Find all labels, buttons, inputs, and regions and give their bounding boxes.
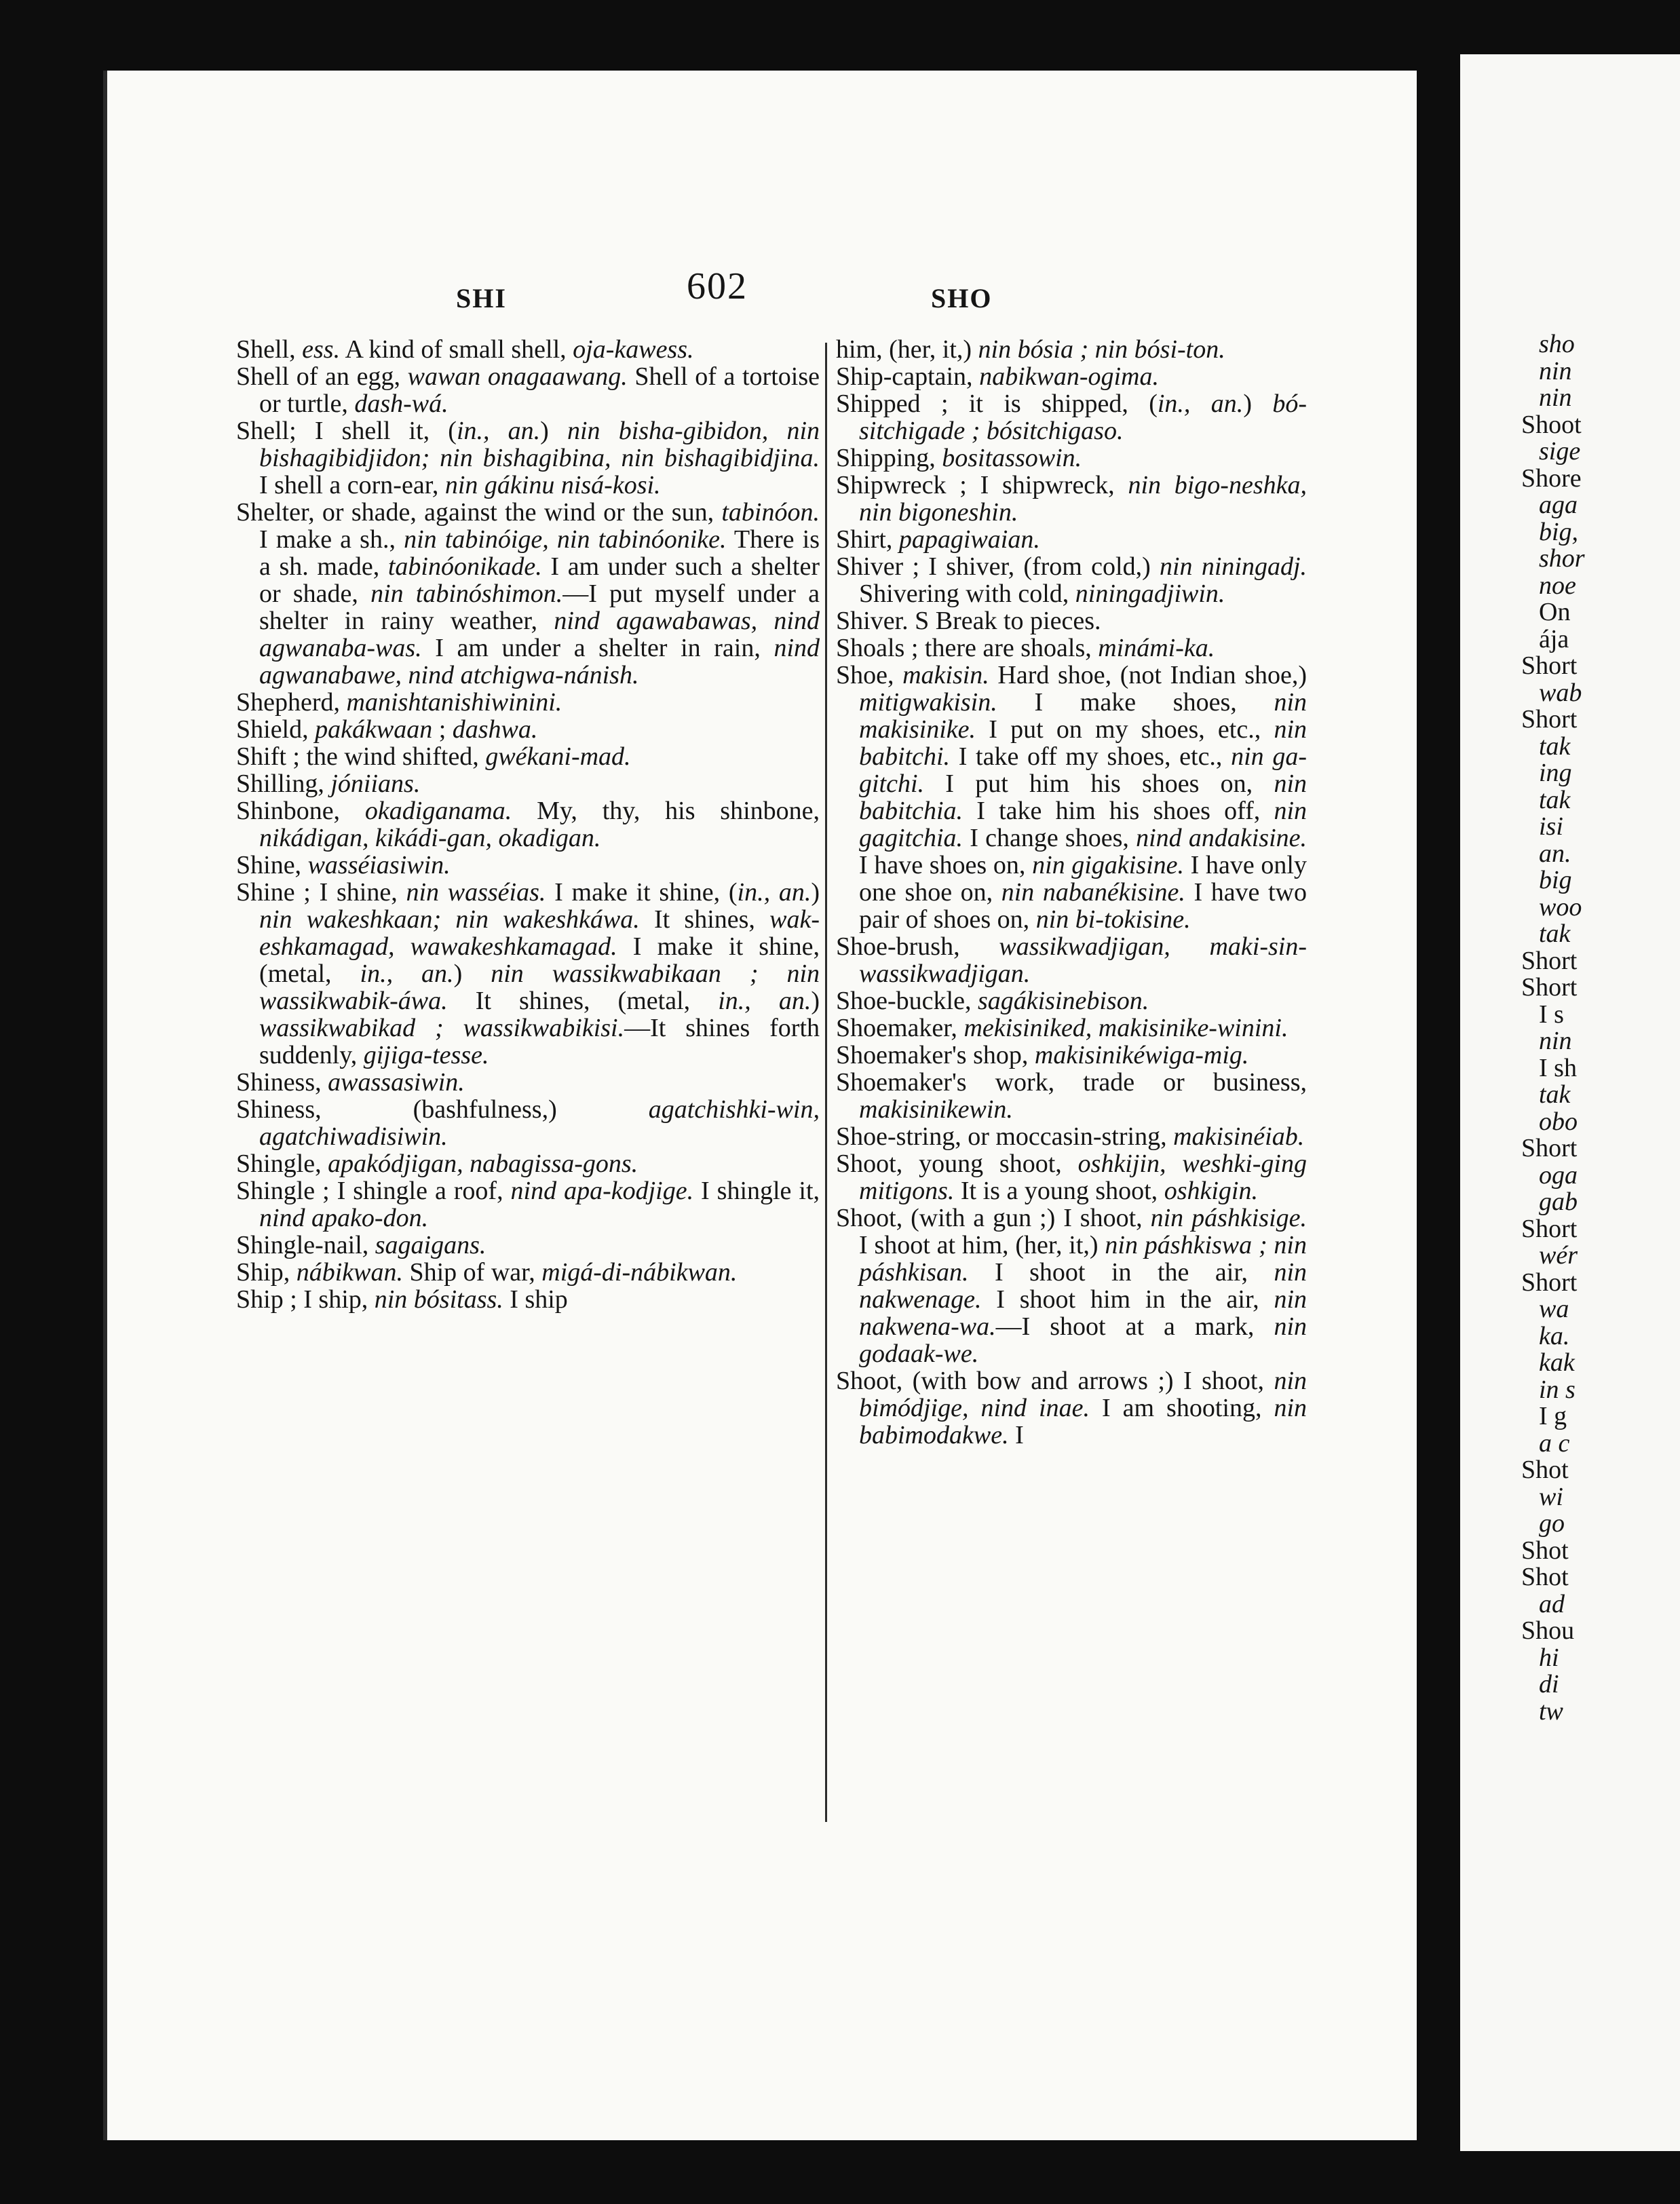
ojibwe-term: nin babitchi. — [859, 715, 1307, 771]
adjacent-fragment: tak — [1539, 1080, 1571, 1109]
entry-text: I make it shine, ( — [546, 878, 738, 907]
dictionary-entry — [236, 852, 820, 879]
ojibwe-term: nin makisinike. — [859, 688, 1307, 744]
adjacent-page-text — [1521, 331, 1680, 1725]
dictionary-entry — [236, 716, 820, 743]
adjacent-fragment: Short — [1521, 1214, 1578, 1243]
ojibwe-term: dashwa. — [452, 715, 538, 744]
adjacent-fragment: hi — [1539, 1643, 1559, 1672]
entry-text: Shinbone, — [236, 797, 365, 825]
entry-text: —It shines forth suddenly, — [259, 1014, 820, 1069]
adjacent-fragment: Shou — [1521, 1616, 1575, 1645]
ojibwe-term: nin bigo-neshka, nin bigoneshin. — [859, 471, 1307, 527]
entry-text: A kind of small shell, — [340, 335, 573, 364]
entry-text: I am under a shelter in rain, — [421, 634, 774, 662]
entry-text: —I shoot at a mark, — [995, 1312, 1274, 1341]
ojibwe-term: jóniians. — [330, 770, 421, 798]
ojibwe-term: nin bósia ; nin bósi-ton. — [978, 335, 1225, 364]
adjacent-fragment: nin — [1539, 356, 1572, 385]
ojibwe-term: nin niningadj. — [1160, 552, 1307, 581]
entry-text: I shoot him in the air, — [981, 1285, 1274, 1314]
adjacent-fragment: Short — [1521, 651, 1578, 680]
adjacent-fragment: aga — [1539, 491, 1578, 519]
ojibwe-term: nin bimódjige, nind inae. — [859, 1367, 1307, 1422]
ojibwe-term: mekisiniked, makisinike-winini. — [963, 1014, 1288, 1042]
entry-text: I take off my shoes, etc., — [950, 742, 1232, 771]
adjacent-fragment: obo — [1539, 1107, 1578, 1136]
ojibwe-term: nin tabinóige, nin tabinóonike. — [404, 525, 727, 554]
adjacent-fragment: big, — [1539, 517, 1579, 546]
adjacent-fragment: tw — [1539, 1696, 1563, 1725]
adjacent-fragment: noe — [1539, 571, 1576, 600]
dictionary-entry — [836, 1150, 1307, 1204]
adjacent-fragment: tak — [1539, 919, 1571, 948]
dictionary-entry — [236, 1096, 820, 1150]
entry-text: It shines, (metal, — [447, 987, 719, 1015]
adjacent-fragment: go — [1539, 1509, 1565, 1538]
ojibwe-term: nind apa-kodjige. — [510, 1177, 694, 1205]
adjacent-fragment: Shoot — [1521, 410, 1582, 439]
page-number: 602 — [687, 265, 748, 307]
right-column — [836, 336, 1307, 1449]
entry-text: Shipped ; it is shipped, ( — [836, 390, 1158, 418]
entry-text: Ship of war, — [402, 1258, 542, 1287]
adjacent-fragment: Shot — [1521, 1563, 1569, 1591]
dictionary-entry — [236, 1069, 820, 1096]
dictionary-entry — [836, 1069, 1307, 1123]
adjacent-fragment: oga — [1539, 1160, 1578, 1190]
ojibwe-term: wawan onagaawang. — [407, 362, 628, 391]
entry-text: Shilling, — [236, 770, 331, 798]
entry-text: Shiver ; I shiver, (from cold,) — [836, 552, 1160, 581]
entry-text: Shoot, (with a gun ;) I shoot, — [836, 1204, 1151, 1232]
ojibwe-term: makisinéiab. — [1173, 1122, 1305, 1151]
dictionary-entry — [836, 472, 1307, 526]
entry-text: I put him his shoes on, — [924, 770, 1274, 798]
ojibwe-term: nind agwanabawe, nind atchigwa-nánish. — [259, 634, 820, 689]
dictionary-entry — [836, 363, 1307, 390]
entry-text: Ship-captain, — [836, 362, 980, 391]
ojibwe-term: pakákwaan — [315, 715, 433, 744]
dictionary-entry — [236, 336, 820, 363]
ojibwe-term: nin páshkiswa ; nin páshkisan. — [859, 1231, 1307, 1287]
adjacent-fragment: sige — [1539, 437, 1581, 466]
entry-text: I shoot in the air, — [968, 1258, 1274, 1287]
entry-text: Shell of an egg, — [236, 362, 408, 391]
adjacent-fragment: Short — [1521, 1268, 1578, 1297]
adjacent-fragment: woo — [1539, 892, 1582, 922]
entry-text: Shiness, — [236, 1068, 328, 1097]
ojibwe-term: nind andakisine. — [1136, 824, 1307, 852]
entry-text: Shingle-nail, — [236, 1231, 375, 1259]
ojibwe-term: makisinikéwiga-mig. — [1034, 1041, 1249, 1069]
entry-text: I put on my shoes, etc., — [976, 715, 1274, 744]
entry-text: I shingle it, — [693, 1177, 820, 1205]
running-head-left: SHI — [456, 283, 507, 314]
ojibwe-term: niningadjiwin. — [1075, 580, 1225, 608]
adjacent-fragment: ája — [1539, 624, 1569, 653]
entry-text: I make it shine, (metal, — [259, 932, 820, 988]
entry-text: It shines, — [639, 905, 770, 934]
adjacent-fragment: wi — [1539, 1482, 1563, 1511]
entry-text: ) — [811, 987, 820, 1015]
ojibwe-term: nin wasséias. — [406, 878, 546, 907]
entry-text: Shiness, (bashfulness,) — [236, 1095, 649, 1124]
adjacent-fragment: tak — [1539, 785, 1571, 814]
entry-text: Shift ; the wind shifted, — [236, 742, 486, 771]
ojibwe-term: mitigwakisin. — [859, 688, 997, 717]
dictionary-entry — [236, 1177, 820, 1232]
entry-text: I ship — [503, 1285, 568, 1314]
ojibwe-term: nin babitchia. — [859, 770, 1307, 825]
ojibwe-term: tabinóon. — [721, 498, 820, 527]
dictionary-entry — [836, 390, 1307, 444]
dictionary-entry — [236, 770, 820, 797]
dictionary-entry — [836, 1204, 1307, 1367]
ojibwe-term: nin tabinóshimon. — [370, 580, 563, 608]
left-column — [236, 336, 820, 1313]
ojibwe-term: sagákisinebison. — [977, 987, 1149, 1015]
entry-text: Shelter, or shade, against the wind or the sun, — [236, 498, 722, 527]
ojibwe-term: nin nabanékisine. — [1001, 878, 1185, 907]
entry-text: Shoemaker's work, trade or business, — [836, 1068, 1307, 1097]
entry-text: Shoe-buckle, — [836, 987, 978, 1015]
ojibwe-term: nabikwan-ogima. — [979, 362, 1159, 391]
dictionary-entry — [236, 797, 820, 852]
entry-text: Hard shoe, (not Indian shoe,) — [989, 661, 1307, 689]
dictionary-entry — [836, 662, 1307, 933]
entry-text: It is a young shoot, — [954, 1177, 1164, 1205]
entry-text: I have shoes on, — [859, 851, 1033, 879]
adjacent-fragment: wér — [1539, 1241, 1578, 1270]
entry-text: Shipwreck ; I shipwreck, — [836, 471, 1128, 499]
ojibwe-term: nin wassikwabikaan ; nin wassikwabik-áwa. — [259, 960, 820, 1015]
ojibwe-term: oshkijin, weshki-ging mitigons. — [859, 1150, 1307, 1205]
entry-text: Shoemaker, — [836, 1014, 964, 1042]
entry-text: Shoals ; there are shoals, — [836, 634, 1099, 662]
ojibwe-term: nin nakwenage. — [859, 1258, 1307, 1314]
ojibwe-term: okadiganama. — [364, 797, 512, 825]
entry-text: Shell of a tortoise or turtle, — [259, 362, 820, 418]
dictionary-entry — [236, 1259, 820, 1286]
ojibwe-term: agatchishki-win, agatchiwadisiwin. — [259, 1095, 820, 1151]
adjacent-fragment: a c — [1539, 1428, 1570, 1458]
entry-text: Shell, — [236, 335, 303, 364]
entry-text: Shield, — [236, 715, 316, 744]
adjacent-fragment: Short — [1521, 1134, 1578, 1162]
ojibwe-term: nind agawabawas, nind agwanaba-was. — [259, 607, 820, 662]
adjacent-fragment: in s — [1539, 1375, 1576, 1404]
ojibwe-term: nin wakeshkaan; nin wakeshkáwa. — [259, 905, 640, 934]
adjacent-fragment: tak — [1539, 732, 1571, 761]
ojibwe-term: nin gigakisine. — [1032, 851, 1184, 879]
dictionary-entry — [236, 363, 820, 417]
adjacent-fragment: I s — [1539, 1000, 1564, 1029]
ojibwe-term: in., an. — [456, 417, 541, 445]
ojibwe-term: nin babimodakwe. — [859, 1394, 1307, 1449]
entry-text: Shoemaker's shop, — [836, 1041, 1035, 1069]
dictionary-entry — [836, 634, 1307, 662]
adjacent-fragment: nin — [1539, 383, 1572, 412]
entry-text: I — [1008, 1421, 1024, 1449]
ojibwe-term: migá-di-nábikwan. — [541, 1258, 738, 1287]
entry-text: I am shooting, — [1089, 1394, 1274, 1422]
dictionary-entry — [836, 1014, 1307, 1042]
entry-text: Shoot, (with bow and arrows ;) I shoot, — [836, 1367, 1274, 1395]
dictionary-entry — [836, 444, 1307, 472]
entry-text: him, (her, it,) — [836, 335, 978, 364]
entry-text: Shingle ; I shingle a roof, — [236, 1177, 511, 1205]
ojibwe-term: wasséiasiwin. — [307, 851, 451, 879]
adjacent-fragment: kak — [1539, 1348, 1575, 1377]
adjacent-fragment: nin — [1539, 1027, 1572, 1055]
adjacent-fragment: Short — [1521, 705, 1578, 734]
entry-text: Shepherd, — [236, 688, 347, 717]
adjacent-fragment: Short — [1521, 973, 1578, 1002]
adjacent-fragment: ka. — [1539, 1321, 1570, 1350]
ojibwe-term: nin bi-tokisine. — [1035, 905, 1191, 934]
dictionary-entry — [836, 336, 1307, 363]
ojibwe-term: makisin. — [902, 661, 989, 689]
entry-text: Shine, — [236, 851, 308, 879]
entry-text: Shipping, — [836, 444, 942, 472]
ojibwe-term: nin páshkisige. — [1150, 1204, 1307, 1232]
ojibwe-term: minámi-ka. — [1098, 634, 1215, 662]
dictionary-entry — [836, 1123, 1307, 1150]
entry-text: ; — [432, 715, 453, 744]
ojibwe-term: nin gagitchia. — [859, 797, 1307, 852]
ojibwe-term: makisinikewin. — [859, 1095, 1013, 1124]
running-head-right: SHO — [931, 283, 993, 314]
entry-text: Shine ; I shine, — [236, 878, 406, 907]
dictionary-entry — [836, 933, 1307, 987]
entry-text: —I put myself under a shelter in rainy weather, — [259, 580, 820, 635]
ojibwe-term: ess. — [302, 335, 341, 364]
ojibwe-term: wassikwadjigan, maki-sin-wassikwadjigan. — [859, 932, 1307, 988]
ojibwe-term: in., an. — [737, 878, 812, 907]
ojibwe-term: nin ga-gitchi. — [859, 742, 1307, 798]
entry-text: Ship ; I ship, — [236, 1285, 375, 1314]
ojibwe-term: nin godaak-we. — [859, 1312, 1307, 1368]
column-divider — [825, 343, 827, 1822]
entry-text: Shingle, — [236, 1150, 328, 1178]
ojibwe-term: nind apako-don. — [259, 1204, 429, 1232]
dictionary-entry — [236, 743, 820, 770]
adjacent-fragment: sho — [1539, 331, 1575, 358]
entry-text: ) — [811, 878, 820, 907]
entry-text: ) — [540, 417, 567, 445]
dictionary-entry — [836, 607, 1307, 634]
entry-text: I take him his shoes off, — [963, 797, 1274, 825]
ojibwe-term: nin nakwena-wa. — [859, 1285, 1307, 1341]
dictionary-entry — [836, 526, 1307, 553]
ojibwe-term: in., an. — [1157, 390, 1244, 418]
ojibwe-term: papagiwaian. — [898, 525, 1040, 554]
ojibwe-term: apakódjigan, nabagissa-gons. — [328, 1150, 638, 1178]
ojibwe-term: tabinóonikade. — [387, 552, 542, 581]
dictionary-entry — [836, 987, 1307, 1014]
adjacent-fragment: I sh — [1539, 1053, 1577, 1082]
entry-text: ) — [1243, 390, 1273, 418]
adjacent-fragment: wa — [1539, 1295, 1569, 1323]
entry-text: I make a sh., — [259, 525, 404, 554]
page-header — [0, 265, 1310, 312]
ojibwe-term: gijiga-tesse. — [363, 1041, 489, 1069]
adjacent-fragment: di — [1539, 1670, 1559, 1698]
adjacent-fragment: ad — [1539, 1589, 1565, 1618]
adjacent-fragment: Shot — [1521, 1536, 1569, 1565]
adjacent-fragment: big — [1539, 866, 1572, 894]
entry-text: I make shoes, — [997, 688, 1274, 717]
ojibwe-term: manishtanishiwinini. — [346, 688, 562, 717]
adjacent-fragment: On — [1539, 598, 1571, 626]
ojibwe-term: sagaigans. — [375, 1231, 486, 1259]
entry-text: Shoe, — [836, 661, 903, 689]
dictionary-entry — [236, 1286, 820, 1313]
dictionary-entry — [236, 689, 820, 716]
entry-text: I am under such a shelter or shade, — [259, 552, 820, 608]
dictionary-entry — [236, 417, 820, 499]
adjacent-fragment: Shore — [1521, 463, 1582, 493]
entry-text: Shoe-brush, — [836, 932, 999, 961]
dictionary-entry — [236, 499, 820, 689]
adjacent-fragment: Short — [1521, 946, 1578, 975]
dictionary-entry — [836, 1367, 1307, 1449]
entry-text: I have only one shoe on, — [859, 851, 1307, 907]
entry-text: Ship, — [236, 1258, 297, 1287]
entry-text: Shoe-string, or moccasin-string, — [836, 1122, 1174, 1151]
ojibwe-term: nin bósitass. — [374, 1285, 503, 1314]
ojibwe-term: wak-eshkamagad, wawakeshkamagad. — [259, 905, 820, 961]
adjacent-fragment: wab — [1539, 678, 1582, 707]
ojibwe-term: nábikwan. — [296, 1258, 403, 1287]
entry-text: ) — [453, 960, 491, 988]
entry-text: Shoot, young shoot, — [836, 1150, 1078, 1178]
entry-text: Shirt, — [836, 525, 899, 554]
entry-text: Shell; I shell it, ( — [236, 417, 457, 445]
adjacent-fragment: isi — [1539, 812, 1563, 841]
entry-text: I change shoes, — [963, 824, 1137, 852]
adjacent-fragment: shor — [1539, 544, 1585, 573]
entry-text: I have two pair of shoes on, — [859, 878, 1307, 934]
dictionary-entry — [236, 879, 820, 1069]
entry-text: I shell a corn-ear, — [259, 471, 445, 499]
adjacent-fragment: an. — [1539, 839, 1571, 868]
ojibwe-term: awassasiwin. — [328, 1068, 465, 1097]
dictionary-entry — [836, 553, 1307, 607]
ojibwe-term: oshkigin. — [1164, 1177, 1258, 1205]
ojibwe-term: in., an. — [360, 960, 454, 988]
entry-text: Shivering with cold, — [859, 580, 1075, 608]
ojibwe-term: oja-kawess. — [573, 335, 694, 364]
ojibwe-term: gwékani-mad. — [485, 742, 631, 771]
entry-text: There is a sh. made, — [259, 525, 820, 581]
dictionary-entry — [836, 1042, 1307, 1069]
adjacent-fragment: ing — [1539, 759, 1572, 787]
entry-text: I shoot at him, (her, it,) — [859, 1231, 1105, 1259]
ojibwe-term: wassikwabikad ; wassikwabikisi. — [259, 1014, 625, 1042]
adjacent-fragment: I g — [1539, 1402, 1567, 1430]
entry-text: My, thy, his shinbone, — [512, 797, 820, 825]
ojibwe-term: nikádigan, kikádi-gan, okadigan. — [259, 824, 601, 852]
ojibwe-term: nin bisha-gibidon, nin bishagibidjidon; nin bishagibina, nin bishagibidjina. — [259, 417, 820, 472]
ojibwe-term: nin gákinu nisá-kosi. — [444, 471, 661, 499]
dictionary-entry — [236, 1150, 820, 1177]
entry-text: Shiver. S Break to pieces. — [836, 607, 1101, 635]
adjacent-fragment: Shot — [1521, 1456, 1569, 1484]
ojibwe-term: bositassowin. — [942, 444, 1082, 472]
ojibwe-term: bó-sitchigade ; bósitchigaso. — [859, 390, 1307, 445]
ojibwe-term: in., an. — [718, 987, 812, 1015]
dictionary-entry — [236, 1232, 820, 1259]
adjacent-fragment: gab — [1539, 1188, 1578, 1216]
ojibwe-term: dash-wá. — [354, 390, 448, 418]
